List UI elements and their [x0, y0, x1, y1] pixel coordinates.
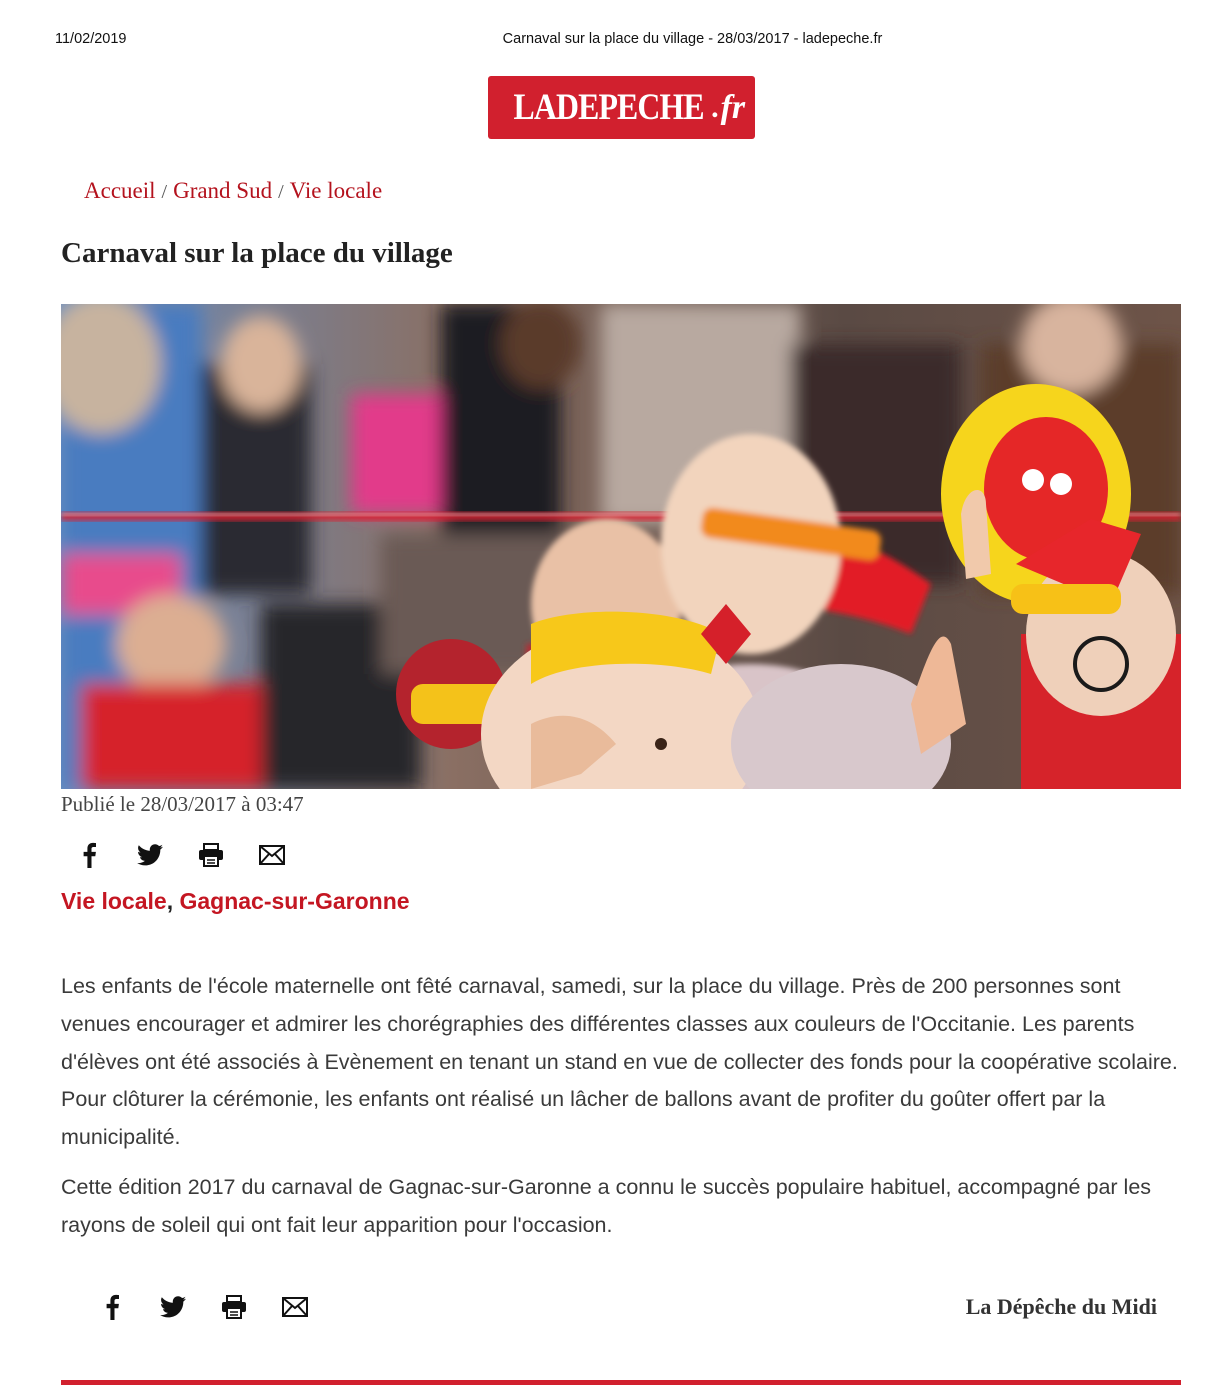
print-icon[interactable]	[196, 840, 226, 870]
tag-separator: ,	[166, 888, 174, 914]
article-tags	[61, 888, 410, 915]
share-bar-bottom	[97, 1292, 341, 1322]
breadcrumb-grand-sud[interactable]: Grand Sud	[173, 178, 273, 203]
logo-suffix: fr	[720, 88, 746, 126]
print-icon[interactable]	[219, 1292, 249, 1322]
mail-icon[interactable]	[257, 840, 287, 870]
mail-icon[interactable]	[280, 1292, 310, 1322]
breadcrumb-separator: /	[161, 181, 168, 203]
facebook-icon[interactable]	[74, 840, 104, 870]
article-paragraph: Cette édition 2017 du carnaval de Gagnac-sur-Garonne a connu le succès populaire habituel, accompagné par les rayons de soleil qui ont fait leur apparition pour l'occasion.	[61, 1174, 1152, 1237]
article-title: Carnaval sur la place du village	[61, 237, 453, 269]
publication-date: Publié le 28/03/2017 à 03:47	[61, 792, 304, 816]
breadcrumb-separator: /	[278, 181, 284, 203]
article-photo	[61, 304, 1181, 789]
article-signature: La Dépêche du Midi	[965, 1294, 1157, 1319]
tag-gagnac-sur-garonne[interactable]: Gagnac-sur-Garonne	[179, 888, 410, 914]
breadcrumb	[84, 178, 382, 204]
print-header	[0, 31, 1231, 51]
breadcrumb-accueil[interactable]: Accueil	[84, 178, 156, 203]
logo-dot: .	[711, 90, 719, 124]
print-page-title: Carnaval sur la place du village - 28/03/2017 - ladepeche.fr	[502, 31, 883, 47]
twitter-icon[interactable]	[158, 1292, 188, 1322]
print-date: 11/02/2019	[55, 31, 127, 47]
article-body	[61, 968, 1186, 1257]
facebook-icon[interactable]	[97, 1292, 127, 1322]
article-paragraph: Les enfants de l'école maternelle ont fêté carnaval, samedi, sur la place du village. Près de 200 personnes sont venues encourager et admirer les chorégraphies des différentes classes aux couleurs de l'Occitanie. Les parents d'élèves ont été associés à Evènement en tenant un stand en vue de collecter des fonds pour la coopérative scolaire. Pour clôturer la cérémonie, les enfants ont réalisé un lâcher de ballons avant de profiter du goûter offert par la municipalité.	[61, 974, 1178, 1150]
tag-vie-locale[interactable]: Vie locale	[61, 888, 167, 914]
twitter-icon[interactable]	[135, 840, 165, 870]
share-bar-top	[74, 840, 318, 870]
footer-divider	[61, 1380, 1181, 1385]
breadcrumb-vie-locale[interactable]: Vie locale	[289, 178, 383, 203]
logo-wordmark: LADEPECHE	[513, 87, 704, 128]
site-logo[interactable]	[488, 76, 755, 139]
